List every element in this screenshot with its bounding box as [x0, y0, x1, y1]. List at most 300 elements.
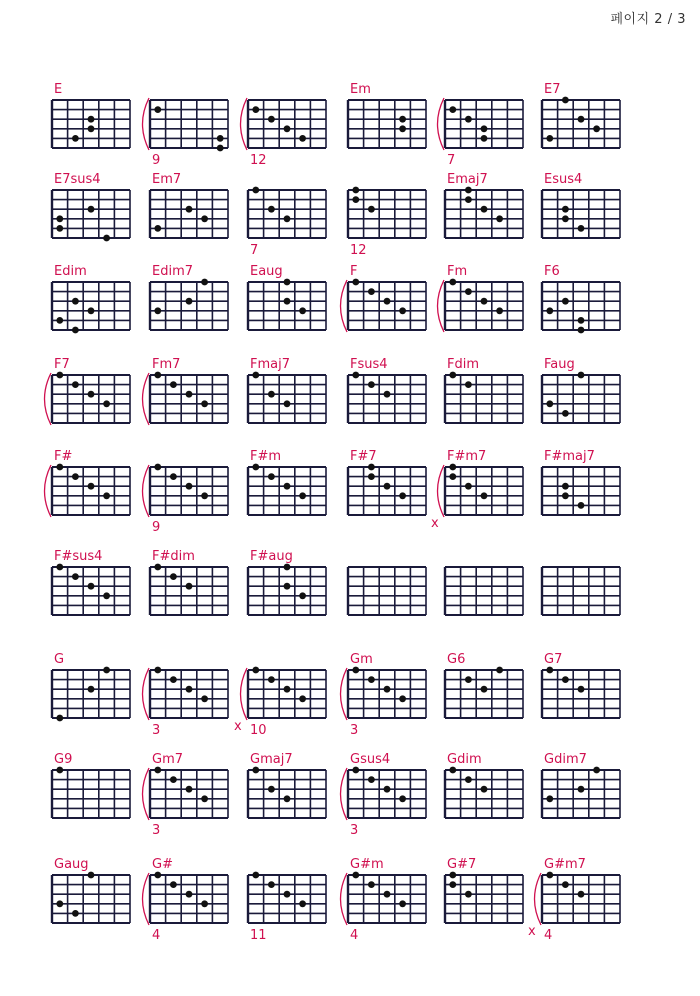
finger-dot — [186, 391, 193, 398]
barre-mark — [241, 668, 248, 720]
chord-name: G6 — [447, 652, 466, 667]
chord-grid — [348, 190, 426, 238]
chord-name: G — [54, 652, 65, 667]
finger-dot — [449, 881, 456, 888]
chord-grid — [445, 670, 523, 718]
finger-dot — [465, 288, 472, 295]
chord-diagram — [542, 652, 620, 718]
finger-dot — [154, 225, 161, 232]
chord-grid — [348, 467, 426, 515]
finger-dot — [154, 372, 161, 379]
chord-grid — [150, 567, 228, 615]
finger-dot — [217, 135, 224, 142]
chord-name: Fmaj7 — [250, 357, 290, 372]
barre-mark — [341, 873, 348, 925]
finger-dot — [496, 667, 503, 674]
finger-dot — [72, 298, 79, 305]
chord-grid — [348, 770, 426, 818]
finger-dot — [384, 298, 391, 305]
finger-dot — [449, 473, 456, 480]
finger-dot — [481, 135, 488, 142]
finger-dot — [546, 307, 553, 314]
chord-name: G# — [152, 857, 173, 872]
finger-dot — [578, 786, 585, 793]
chord-name: E — [54, 82, 63, 97]
finger-dot — [72, 135, 79, 142]
chord-diagram — [52, 549, 130, 615]
finger-dot — [268, 676, 275, 683]
chord-diagram — [542, 449, 620, 515]
finger-dot — [284, 686, 291, 693]
chord-grid — [445, 190, 523, 238]
finger-dot — [103, 592, 110, 599]
barre-mark — [438, 98, 445, 150]
chord-diagram — [445, 567, 523, 615]
finger-dot — [88, 206, 95, 213]
fret-number: 11 — [250, 928, 267, 943]
finger-dot — [399, 116, 406, 123]
chord-name: Edim7 — [152, 264, 194, 279]
chord-diagram — [348, 449, 426, 515]
finger-dot — [252, 187, 259, 194]
chord-diagram — [248, 187, 326, 258]
finger-dot — [562, 298, 569, 305]
chord-name: F — [350, 264, 358, 279]
finger-dot — [201, 900, 208, 907]
chord-diagram — [445, 652, 523, 718]
chord-name: F#maj7 — [544, 449, 595, 464]
finger-dot — [465, 891, 472, 898]
finger-dot — [186, 686, 193, 693]
finger-dot — [465, 116, 472, 123]
chord-name: F6 — [544, 264, 560, 279]
finger-dot — [201, 695, 208, 702]
chord-diagram — [143, 752, 229, 838]
finger-dot — [299, 695, 306, 702]
finger-dot — [88, 391, 95, 398]
finger-dot — [268, 473, 275, 480]
chord-diagram — [542, 82, 620, 148]
chord-diagram — [542, 264, 620, 333]
chord-grid — [445, 467, 523, 515]
finger-dot — [72, 381, 79, 388]
chord-name: G#m — [350, 857, 384, 872]
chord-grid — [52, 567, 130, 615]
finger-dot — [170, 473, 177, 480]
chord-name: G#7 — [447, 857, 477, 872]
finger-dot — [252, 667, 259, 674]
finger-dot — [72, 910, 79, 917]
chord-grid — [150, 467, 228, 515]
finger-dot — [449, 767, 456, 774]
finger-dot — [578, 372, 585, 379]
chord-grid — [150, 282, 228, 330]
fret-number: 4 — [544, 928, 553, 943]
chord-diagram — [248, 752, 326, 818]
chord-diagram — [528, 857, 620, 943]
chord-diagram — [52, 82, 130, 148]
barre-mark — [438, 465, 445, 517]
chord-grid — [248, 190, 326, 238]
finger-dot — [496, 307, 503, 314]
chord-diagram — [52, 752, 130, 818]
finger-dot — [56, 564, 63, 571]
finger-dot — [562, 676, 569, 683]
chord-grid — [248, 282, 326, 330]
fret-number: 7 — [447, 153, 456, 168]
finger-dot — [56, 215, 63, 222]
chord-name: Faug — [544, 357, 575, 372]
chord-grid — [52, 190, 130, 238]
finger-dot — [578, 225, 585, 232]
finger-dot — [352, 187, 359, 194]
barre-mark — [143, 668, 150, 720]
chord-diagram — [445, 357, 523, 423]
chord-grid — [248, 375, 326, 423]
chord-diagram — [248, 449, 326, 515]
finger-dot — [465, 483, 472, 490]
fret-number: 10 — [250, 723, 267, 738]
finger-dot — [562, 492, 569, 499]
chord-grid — [542, 100, 620, 148]
chord-name: F#m7 — [447, 449, 487, 464]
finger-dot — [352, 372, 359, 379]
finger-dot — [368, 473, 375, 480]
chord-grid — [150, 100, 228, 148]
chord-grid — [150, 190, 228, 238]
finger-dot — [384, 391, 391, 398]
finger-dot — [578, 116, 585, 123]
chord-grid — [150, 375, 228, 423]
chord-grid — [542, 670, 620, 718]
finger-dot — [284, 400, 291, 407]
chord-diagram — [248, 357, 326, 423]
finger-dot — [154, 307, 161, 314]
chord-name: Emaj7 — [447, 172, 488, 187]
finger-dot — [368, 288, 375, 295]
chord-diagram — [542, 357, 620, 423]
finger-dot — [284, 298, 291, 305]
barre-mark — [143, 373, 150, 425]
finger-dot — [481, 298, 488, 305]
chord-grid — [248, 100, 326, 148]
chord-name: Fm7 — [152, 357, 181, 372]
finger-dot — [252, 872, 259, 879]
chord-diagram — [341, 264, 427, 332]
finger-dot — [465, 381, 472, 388]
chord-grid — [348, 100, 426, 148]
chord-grid — [248, 875, 326, 923]
finger-dot — [384, 891, 391, 898]
finger-dot — [154, 767, 161, 774]
barre-mark — [143, 768, 150, 820]
finger-dot — [465, 196, 472, 203]
finger-dot — [593, 125, 600, 132]
finger-dot — [384, 483, 391, 490]
fret-number: 9 — [152, 153, 161, 168]
finger-dot — [103, 235, 110, 242]
fret-number: 7 — [250, 243, 259, 258]
finger-dot — [562, 410, 569, 417]
chord-diagram — [248, 264, 326, 330]
finger-dot — [449, 464, 456, 471]
chord-grid — [348, 282, 426, 330]
chord-diagram — [438, 98, 524, 168]
finger-dot — [201, 215, 208, 222]
finger-dot — [299, 592, 306, 599]
chord-grid — [542, 567, 620, 615]
finger-dot — [252, 767, 259, 774]
finger-dot — [88, 307, 95, 314]
chord-grid — [348, 670, 426, 718]
finger-dot — [72, 473, 79, 480]
barre-mark — [341, 768, 348, 820]
chord-diagram — [143, 667, 229, 738]
finger-dot — [103, 492, 110, 499]
chord-name: G9 — [54, 752, 73, 767]
chord-name: Fm — [447, 264, 468, 279]
fret-number: 3 — [350, 723, 359, 738]
chord-diagram — [52, 652, 130, 721]
chord-diagram — [445, 857, 523, 923]
chord-diagram — [150, 549, 228, 615]
chord-diagram — [52, 172, 130, 241]
finger-dot — [88, 872, 95, 879]
chord-name: Fsus4 — [350, 357, 388, 372]
finger-dot — [481, 125, 488, 132]
chord-diagram — [542, 752, 620, 818]
finger-dot — [103, 400, 110, 407]
finger-dot — [56, 225, 63, 232]
finger-dot — [88, 686, 95, 693]
finger-dot — [284, 215, 291, 222]
finger-dot — [481, 686, 488, 693]
chord-name: Edim — [54, 264, 87, 279]
finger-dot — [154, 667, 161, 674]
finger-dot — [72, 327, 79, 334]
mute-mark: x — [431, 516, 439, 531]
finger-dot — [201, 279, 208, 286]
chord-diagram — [348, 187, 426, 258]
finger-dot — [546, 400, 553, 407]
finger-dot — [546, 135, 553, 142]
chord-name: Gaug — [54, 857, 89, 872]
chord-diagram — [341, 752, 427, 838]
chord-grid — [52, 770, 130, 818]
finger-dot — [284, 483, 291, 490]
finger-dot — [399, 125, 406, 132]
page-number: 페이지 2 / 3 — [610, 12, 686, 27]
finger-dot — [368, 881, 375, 888]
finger-dot — [268, 391, 275, 398]
finger-dot — [154, 872, 161, 879]
finger-dot — [384, 686, 391, 693]
finger-dot — [449, 372, 456, 379]
chord-name: E7 — [544, 82, 561, 97]
finger-dot — [252, 372, 259, 379]
chord-name: Gmaj7 — [250, 752, 293, 767]
finger-dot — [465, 187, 472, 194]
chord-grid — [445, 875, 523, 923]
chord-grid — [542, 375, 620, 423]
finger-dot — [56, 372, 63, 379]
chord-diagram — [143, 357, 229, 425]
finger-dot — [56, 715, 63, 722]
chord-diagram — [45, 449, 131, 517]
barre-mark — [143, 873, 150, 925]
chord-diagram — [143, 464, 229, 535]
finger-dot — [299, 135, 306, 142]
finger-dot — [578, 317, 585, 324]
finger-dot — [170, 381, 177, 388]
finger-dot — [56, 464, 63, 471]
chord-name: Em — [350, 82, 371, 97]
chord-name: Esus4 — [544, 172, 583, 187]
chord-name: G7 — [544, 652, 563, 667]
finger-dot — [268, 206, 275, 213]
finger-dot — [384, 786, 391, 793]
fret-number: 12 — [250, 153, 267, 168]
barre-mark — [45, 373, 52, 425]
finger-dot — [352, 279, 359, 286]
chord-diagram — [234, 667, 326, 738]
finger-dot — [170, 676, 177, 683]
barre-mark — [143, 98, 150, 150]
chord-diagram — [348, 567, 426, 615]
chord-grid — [542, 875, 620, 923]
finger-dot — [399, 307, 406, 314]
finger-dot — [578, 502, 585, 509]
finger-dot — [103, 667, 110, 674]
fret-number: 4 — [350, 928, 359, 943]
chord-name: Gdim7 — [544, 752, 587, 767]
finger-dot — [88, 125, 95, 132]
finger-dot — [201, 795, 208, 802]
finger-dot — [88, 583, 95, 590]
finger-dot — [154, 106, 161, 113]
fret-number: 3 — [152, 723, 161, 738]
finger-dot — [201, 492, 208, 499]
finger-dot — [268, 881, 275, 888]
chord-grid — [52, 100, 130, 148]
finger-dot — [449, 279, 456, 286]
fret-number: 3 — [152, 823, 161, 838]
chord-diagram — [143, 857, 229, 943]
chord-diagram — [445, 172, 523, 238]
finger-dot — [465, 776, 472, 783]
finger-dot — [546, 872, 553, 879]
finger-dot — [481, 786, 488, 793]
finger-dot — [170, 776, 177, 783]
finger-dot — [465, 676, 472, 683]
finger-dot — [299, 900, 306, 907]
chord-diagram — [52, 857, 130, 923]
barre-mark — [341, 668, 348, 720]
finger-dot — [368, 776, 375, 783]
finger-dot — [546, 667, 553, 674]
finger-dot — [186, 583, 193, 590]
finger-dot — [352, 767, 359, 774]
chord-name: Fdim — [447, 357, 480, 372]
chord-grid — [445, 770, 523, 818]
finger-dot — [578, 891, 585, 898]
finger-dot — [562, 881, 569, 888]
chord-grid — [445, 375, 523, 423]
barre-mark — [535, 873, 542, 925]
chord-name: Gsus4 — [350, 752, 391, 767]
finger-dot — [268, 116, 275, 123]
chord-grid — [150, 875, 228, 923]
chord-grid — [52, 467, 130, 515]
chord-grid — [52, 875, 130, 923]
finger-dot — [399, 695, 406, 702]
finger-dot — [170, 573, 177, 580]
finger-dot — [449, 872, 456, 879]
finger-dot — [562, 215, 569, 222]
finger-dot — [399, 900, 406, 907]
barre-mark — [241, 98, 248, 150]
finger-dot — [268, 786, 275, 793]
chord-grid — [348, 375, 426, 423]
chord-diagram — [348, 357, 426, 423]
finger-dot — [186, 206, 193, 213]
fret-number: 4 — [152, 928, 161, 943]
finger-dot — [154, 464, 161, 471]
finger-dot — [284, 125, 291, 132]
finger-dot — [284, 795, 291, 802]
chord-diagram — [445, 752, 523, 818]
mute-mark: x — [234, 719, 242, 734]
chord-name: Em7 — [152, 172, 182, 187]
chord-diagram — [341, 652, 427, 738]
finger-dot — [481, 492, 488, 499]
finger-dot — [186, 298, 193, 305]
mute-mark: x — [528, 924, 536, 939]
chord-diagram — [431, 449, 523, 531]
chord-diagram — [52, 264, 130, 333]
chord-name: Gdim — [447, 752, 482, 767]
chord-name: E7sus4 — [54, 172, 101, 187]
finger-dot — [217, 145, 224, 152]
finger-dot — [368, 676, 375, 683]
finger-dot — [56, 317, 63, 324]
chord-grid — [248, 670, 326, 718]
finger-dot — [562, 483, 569, 490]
chord-grid — [248, 467, 326, 515]
chord-diagram — [542, 172, 620, 238]
finger-dot — [562, 97, 569, 104]
chord-grid — [542, 770, 620, 818]
finger-dot — [352, 196, 359, 203]
finger-dot — [449, 106, 456, 113]
chord-diagram — [143, 98, 229, 168]
chord-name: F#dim — [152, 549, 195, 564]
chord-grid — [52, 282, 130, 330]
finger-dot — [299, 307, 306, 314]
finger-dot — [56, 900, 63, 907]
chord-grid — [52, 670, 130, 718]
chord-diagram — [438, 264, 524, 332]
finger-dot — [284, 564, 291, 571]
finger-dot — [284, 583, 291, 590]
finger-dot — [368, 464, 375, 471]
finger-dot — [154, 564, 161, 571]
chord-name: F#aug — [250, 549, 293, 564]
chord-diagram — [248, 549, 326, 615]
barre-mark — [341, 280, 348, 332]
finger-dot — [368, 206, 375, 213]
finger-dot — [252, 464, 259, 471]
